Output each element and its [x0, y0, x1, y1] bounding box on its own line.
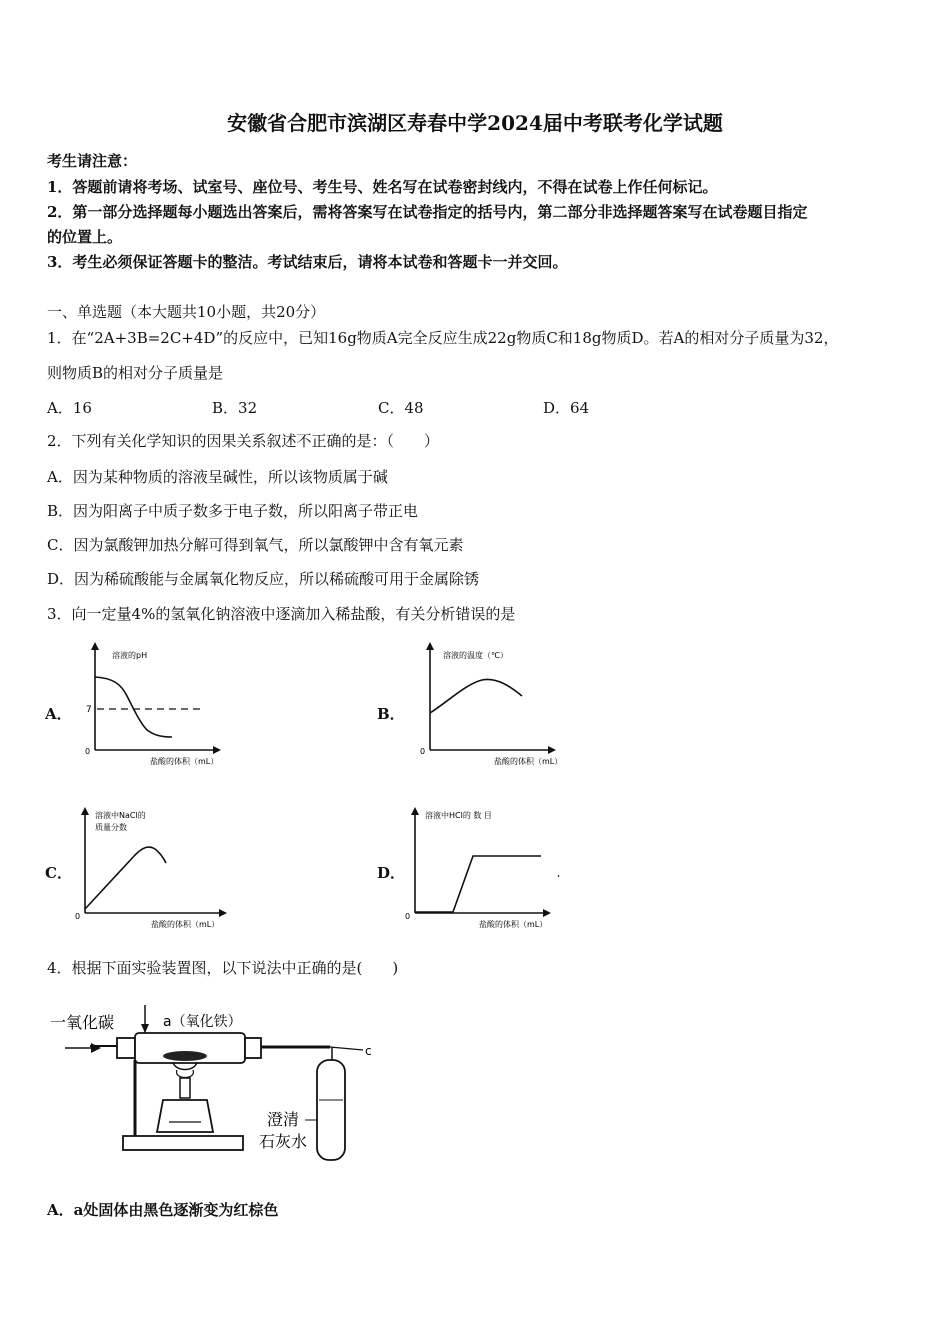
hcl-count-curve — [415, 856, 541, 912]
q2-option-a: A．因为某种物质的溶液呈碱性，所以该物质属于碱 — [47, 468, 388, 486]
q4-apparatus — [45, 1000, 385, 1170]
nacl-fraction-curve — [85, 847, 166, 909]
q3-graph-a — [75, 640, 250, 770]
q4-option-a: A．a处固体由黑色逐渐变为红棕色 — [47, 1201, 279, 1219]
y-axis-label: 溶液中HCl的 数 目 — [425, 811, 492, 820]
notice-heading: 考生请注意： — [47, 152, 138, 170]
y-axis-arrow — [411, 807, 419, 815]
x-axis-arrow — [213, 746, 221, 754]
y-axis-label: 溶液的温度（℃） — [443, 651, 508, 660]
origin-label: 0 — [420, 747, 426, 756]
x-axis-arrow — [543, 909, 551, 917]
burner-wick — [180, 1078, 190, 1098]
inlet-arrow-head — [91, 1043, 101, 1053]
ph-curve — [95, 677, 172, 737]
question-2-stem: 2．下列有关化学知识的因果关系叙述不正确的是：（ ） — [47, 432, 440, 450]
x-axis-arrow — [219, 909, 227, 917]
origin-label: 0 — [75, 912, 81, 921]
test-tube — [317, 1060, 345, 1160]
notice-item: 的位置上。 — [47, 228, 123, 246]
pointer-arrow — [141, 1024, 149, 1033]
x-axis-label: 盐酸的体积（mL） — [150, 757, 219, 766]
question-1-stem: 1．在“2A+3B=2C+4D”的反应中，已知16g物质A完全反应生成22g物质C和18g物质D。若A的相对分子质量为32， — [47, 329, 839, 347]
notice-item: 2．第一部分选择题每小题选出答案后，需将答案写在试卷指定的括号内，第二部分非选择题答案写在试卷题目指定 — [47, 203, 808, 221]
origin-label: 0 — [405, 912, 411, 921]
q1-option-c: C．48 — [378, 399, 424, 417]
question-1-stem-2: 则物质B的相对分子质量是 — [47, 364, 224, 382]
y-axis-label: 溶液中NaCl的 — [95, 811, 146, 820]
section-heading: 一、单选题（本大题共10小题，共20分） — [47, 303, 326, 321]
q3-graph-c — [65, 805, 245, 935]
q3-option-a-label: A． — [45, 705, 72, 723]
q2-option-b: B．因为阳离子中质子数多于电子数，所以阳离子带正电 — [47, 502, 419, 520]
y-axis-label-2: 质量分数 — [95, 823, 127, 832]
outlet-extension — [330, 1047, 363, 1050]
limewater-label-2: 石灰水 — [259, 1132, 308, 1151]
x-axis-label: 盐酸的体积（mL） — [151, 920, 220, 929]
iron-oxide-sample — [163, 1051, 207, 1061]
y-axis-arrow — [426, 642, 434, 650]
q3-graph-d — [395, 805, 575, 935]
notice-item: 1．答题前请将考场、试室号、座位号、考生号、姓名写在试卷密封线内，不得在试卷上作任何标记。 — [47, 178, 718, 196]
q2-option-d: D．因为稀硫酸能与金属氧化物反应，所以稀硫酸可用于金属除锈 — [47, 570, 480, 588]
q1-option-a: A．16 — [47, 399, 92, 417]
stand-base — [123, 1136, 243, 1150]
q3-graph-b — [410, 640, 585, 770]
x-axis-label: 盐酸的体积（mL） — [494, 757, 563, 766]
notice-item: 3．考生必须保证答题卡的整洁。考试结束后，请将本试卷和答题卡一并交回。 — [47, 253, 568, 271]
co-gas-label: 一氧化碳 — [50, 1013, 115, 1032]
right-stopper — [245, 1038, 261, 1058]
q2-option-c: C．因为氯酸钾加热分解可得到氧气，所以氯酸钾中含有氧元素 — [47, 536, 464, 554]
solid-a-label: a（氧化铁） — [163, 1014, 242, 1030]
origin-label: 0 — [85, 747, 91, 756]
stray-mark — [558, 875, 559, 877]
y-axis-arrow — [81, 807, 89, 815]
question-4-stem: 4．根据下面实验装置图，以下说法中正确的是( ) — [47, 959, 399, 977]
alcohol-lamp — [157, 1100, 213, 1132]
y-axis-arrow — [91, 642, 99, 650]
ph7-tick-label: 7 — [86, 705, 92, 715]
temperature-curve — [430, 679, 522, 713]
q1-option-d: D．64 — [543, 399, 590, 417]
question-3-stem: 3．向一定量4%的氢氧化钠溶液中逐滴加入稀盐酸，有关分析错误的是 — [47, 605, 516, 623]
q1-option-b: B．32 — [212, 399, 258, 417]
x-axis-arrow — [548, 746, 556, 754]
q3-option-c-label: C． — [45, 864, 72, 882]
x-axis-label: 盐酸的体积（mL） — [479, 920, 548, 929]
q3-option-d-label: D． — [377, 864, 406, 882]
q3-option-b-label: B． — [377, 705, 405, 723]
outlet-c-label: c — [365, 1044, 372, 1058]
y-axis-label: 溶液的pH — [112, 651, 148, 660]
left-stopper — [117, 1038, 135, 1058]
limewater-label-1: 澄清 — [267, 1110, 300, 1129]
page-title: 安徽省合肥市滨湖区寿春中学2024届中考联考化学试题 — [227, 111, 723, 135]
flame-inner — [177, 1070, 194, 1078]
